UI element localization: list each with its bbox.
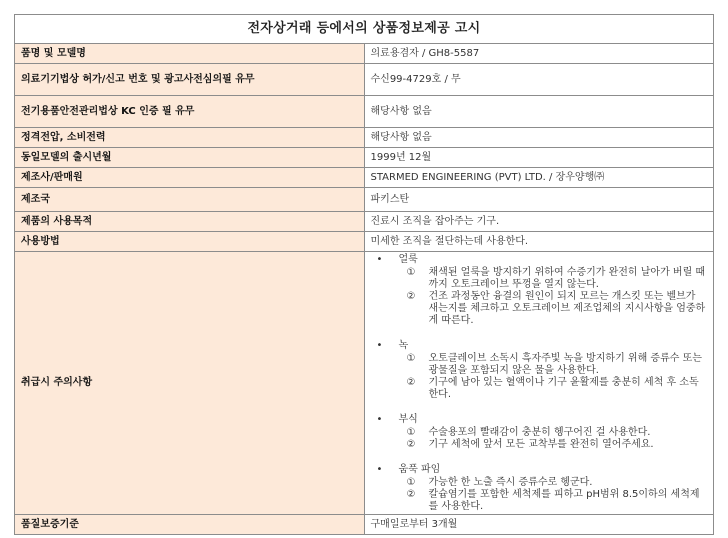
title-row xyxy=(15,15,714,44)
bullet-icon: • xyxy=(376,464,383,475)
caution-category-title: 녹 xyxy=(398,340,409,351)
row-label-voltage: 정격전압, 소비전력 xyxy=(15,128,365,148)
caution-category-title: 얼룩 xyxy=(398,254,418,265)
row-value-release-date: 1999년 12월 xyxy=(364,148,714,168)
table-row xyxy=(15,168,714,188)
list-item xyxy=(377,489,708,513)
caution-category xyxy=(377,413,708,451)
item-text: 기구에 남아 있는 혈액이나 기구 윤활제를 충분히 세척 후 소독한다. xyxy=(428,377,699,400)
row-value-permit-number: 수신99-4729호 / 무 xyxy=(364,64,714,96)
row-value-usage: 미세한 조직을 절단하는데 사용한다. xyxy=(364,232,714,252)
table-title: 전자상거래 등에서의 상품정보제공 고시 xyxy=(15,15,714,44)
table-row xyxy=(15,188,714,212)
row-value-warranty: 구매일로부터 3개월 xyxy=(364,515,714,535)
table-row xyxy=(15,252,714,515)
caution-category-title: 움푹 파임 xyxy=(398,464,441,475)
item-number: ① xyxy=(406,353,416,364)
table-row xyxy=(15,64,714,96)
row-label-country: 제조국 xyxy=(15,188,365,212)
product-info-notice xyxy=(14,14,714,535)
row-value-product-name: 의료용겸자 / GH8-5587 xyxy=(364,44,714,64)
item-text: 칼슘염기를 포함한 세척제를 피하고 pH범위 8.5이하의 세척제를 사용한다. xyxy=(428,489,700,512)
item-number: ② xyxy=(406,439,416,450)
table-row xyxy=(15,128,714,148)
row-label-warranty: 품질보증기준 xyxy=(15,515,365,535)
caution-category xyxy=(377,339,708,401)
list-item xyxy=(377,477,708,489)
item-text: 건조 과정동안 융결의 원인이 되지 모르는 개스킷 또는 벨브가 새는지를 체크하고 오토크레이브 제조업체의 지시사항을 엄중하게 따른다. xyxy=(428,291,706,326)
row-label-permit-number: 의료기기법상 허가/신고 번호 및 광고사전심의필 유무 xyxy=(15,64,365,96)
caution-category xyxy=(377,463,708,513)
row-value-caution xyxy=(364,252,714,515)
row-label-usage: 사용방법 xyxy=(15,232,365,252)
item-text: 기구 세척에 앞서 모든 교착부를 완전히 열어주세요. xyxy=(428,439,654,450)
row-value-manufacturer: STARMED ENGINEERING (PVT) LTD. / 장우양행㈜ xyxy=(364,168,714,188)
table-row xyxy=(15,96,714,128)
table-row xyxy=(15,148,714,168)
row-label-kc-cert: 전기용품안전관리법상 KC 인증 필 유무 xyxy=(15,96,365,128)
item-number: ① xyxy=(406,267,416,278)
item-text: 가능한 한 노출 즉시 증류수로 헹군다. xyxy=(428,477,593,488)
row-label-manufacturer: 제조사/판매원 xyxy=(15,168,365,188)
row-value-kc-cert: 해당사항 없음 xyxy=(364,96,714,128)
list-item xyxy=(377,353,708,377)
item-text: 오토클레이브 소독시 흑자주빛 녹을 방지하기 위해 증류수 또는 광물질을 포함되지 않은 물을 사용한다. xyxy=(428,353,702,376)
caution-category-title: 부식 xyxy=(398,414,418,425)
row-value-voltage: 해당사항 없음 xyxy=(364,128,714,148)
row-value-country: 파키스탄 xyxy=(364,188,714,212)
item-number: ① xyxy=(406,427,416,438)
row-label-product-name: 품명 및 모델명 xyxy=(15,44,365,64)
list-item xyxy=(377,427,708,439)
item-number: ② xyxy=(406,489,416,500)
row-label-caution: 취급시 주의사항 xyxy=(15,252,365,515)
list-item xyxy=(377,439,708,451)
product-info-table xyxy=(14,14,714,535)
bullet-icon: • xyxy=(376,414,383,425)
list-item xyxy=(377,267,708,291)
row-label-release-date: 동일모델의 출시년월 xyxy=(15,148,365,168)
row-value-purpose: 진료시 조직을 잡아주는 기구. xyxy=(364,212,714,232)
table-row xyxy=(15,212,714,232)
row-label-purpose: 제품의 사용목적 xyxy=(15,212,365,232)
item-text: 수술용포의 빨래감이 충분히 헹구어진 걸 사용한다. xyxy=(428,427,651,438)
item-number: ② xyxy=(406,377,416,388)
item-number: ② xyxy=(406,291,416,302)
item-number: ① xyxy=(406,477,416,488)
table-row xyxy=(15,515,714,535)
bullet-icon: • xyxy=(376,340,383,351)
table-row xyxy=(15,232,714,252)
bullet-icon: • xyxy=(376,254,383,265)
caution-category xyxy=(377,253,708,327)
item-text: 채색된 얼룩을 방지하기 위하여 수증기가 완전히 날아가 버릴 때까지 오토크레이브 뚜껑을 열지 않는다. xyxy=(428,267,706,290)
table-row xyxy=(15,44,714,64)
list-item xyxy=(377,291,708,327)
list-item xyxy=(377,377,708,401)
